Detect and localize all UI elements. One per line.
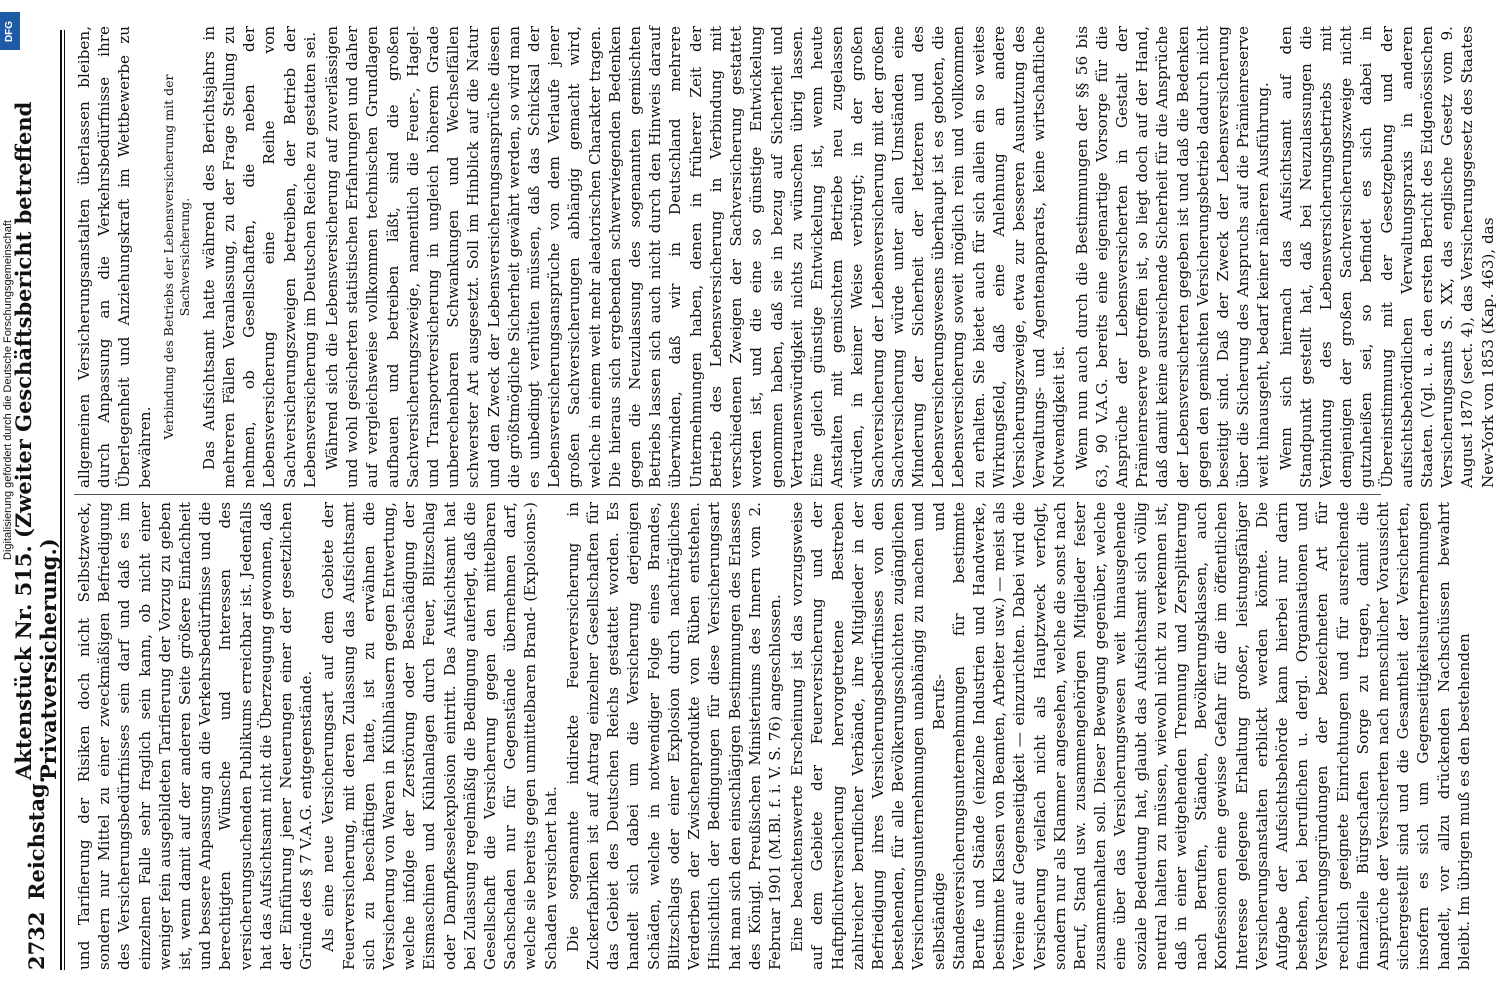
right-paragraph: Wenn nun auch durch die Bestimmungen der §§ 56 bis 63, 90 V.A.G. bereits eine eigenartige Vorsorge für die Ansprüche der Lebensversicherten in Gestalt der Prämienreserve getroffen ist, so liegt doch auf der Hand, daß damit keine ausreichende Sicherheit für die Ansprüche der Lebensversicherten gegeben ist und daß die Bedenken gegen den gemischten Versicherungsbetrieb dadurch nicht beseitigt sind. Daß der Zweck der Lebensversicherung über die Sicherung des Anspruchs auf die Prämienreserve weit hinausgeht, bedarf keiner näheren Ausführung. xyxy=(1072,26,1273,488)
dfg-logo-text: DFG xyxy=(4,20,16,42)
right-column xyxy=(74,26,1497,488)
page-number: 2732 xyxy=(23,911,49,970)
digitization-credit: Digitalisierung gefördert durch die Deutsche Forschungsgemeinschaft xyxy=(2,220,14,560)
right-paragraph: allgemeinen Versicherungsanstalten überlassen bleiben, durch Anpassung an die Verkehrsbedürfnisse ihre Überlegenheit und Anziehungskraft im Wettbewerbe zu bewähren. xyxy=(75,26,154,488)
right-paragraph: Das Aufsichtsamt hatte während des Berichtsjahrs in mehreren Fällen Veranlassung, zu der Frage Stellung zu nehmen, ob Gesellschaften, die neben der Lebensversicherung eine Reihe von Sachversicherungszweigen betreiben, der Betrieb der Lebensversicherung im Deutschen Reiche zu gestatten sei. xyxy=(199,26,319,488)
right-paragraph: Während sich die Lebensversicherung auf zuverlässigen und wohl gesicherten statistischen Erfahrungen und daher auf vergleichsweise vollkommen technischen Grundlagen aufbauen und betreiben läßt, sind die großen Sachversicherungszweige, namentlich die Feuer-, Hagel- und Transportversicherung in ungleich höherem Grade unberechenbaren Schwankungen und Wechselfällen schwerster Art ausgesetzt. Soll im Hinblick auf die Natur und den Zweck der Lebensversicherungsansprüche diesen die größtmögliche Sicherheit gewährt werden, so wird man es unbedingt verhüten müssen, daß das Schicksal der Lebensversicherungsansprüche von dem Verlaufe jener großen Sachversicherungen abhängig gemacht wird, welche in einem weit mehr aleatorischen Charakter tragen. Die hieraus sich ergebenden schwerwiegenden Bedenken gegen die Neuzulassung des sogenannten gemischten Betriebs lassen sich auch nicht durch den Hinweis darauf überwinden, daß wir in Deutschland mehrere Unternehmungen haben, denen in früherer Zeit der Betrieb des Lebensversicherung in Verbindung mit verschiedenen Zweigen der Sachversicherung gestattet worden ist, und die eine so günstige Entwickelung genommen haben, daß sie in bezug auf Sicherheit und Vertrauenswürdigkeit nichts zu wünschen übrig lassen. Eine gleich günstige Entwickelung ist, wenn heute Anstalten mit gemischtem Betriebe neu zugelassen würden, in keiner Weise verbürgt; in der großen Sachversicherung der Lebensversicherung mit der großen Sachversicherung würde unter allen Umständen eine Minderung der Sicherheit der letzteren und des Lebensversicherungswesens überhaupt ist es geboten, die Lebensversicherung soweit möglich rein und vollkommen zu erhalten. Sie bietet auch für sich allein ein so weites Wirkungsfeld, daß eine Anlehnung an andere Versicherungszweige, etwa zur besseren Ausnutzung des Verwaltungs- und Agentenapparats, keine wirtschaftliche Notwendigkeit ist. xyxy=(323,26,1069,488)
left-paragraph: Als eine neue Versicherungsart auf dem Gebiete der Feuerversicherung, mit deren Zulassung das Aufsichtsamt sich zu beschäftigen hatte, ist zu erwähnen die Versicherung von Waren in Kühlhäusern gegen Entwertung, welche infolge der Zerstörung oder Beschädigung der Eismaschinen und Kühlanlagen durch Feuer, Blitzschlag oder Dampfkesselexplosion eintritt. Das Aufsichtsamt hat bei Zulassung regelmäßig die Bedingung auferlegt, daß die Gesellschaft die Versicherung gegen den mittelbaren Sachschaden nur für Gegenstände übernehmen darf, welche sie bereits gegen unmittelbaren Brand- (Explosions-) Schaden versichert hat. xyxy=(319,502,560,970)
column-separator xyxy=(74,494,1381,495)
left-column xyxy=(74,502,1473,970)
document-title: Aktenstück Nr. 515. (Zweiter Geschäftsbericht betreffend Privatversicherung.) xyxy=(11,101,61,780)
chamber-name: Reichstag. xyxy=(23,776,49,900)
left-paragraph: Die sogenannte indirekte Feuerversicherung in Zuckerfabriken ist auf Antrag einzelner Gesellschaften für das Gebiet des Deutschen Reichs gestattet worden. Es handelt sich dabei um die Versicherung derjenigen Schäden, welche in notwendiger Folge eines Brandes, Blitzschlags oder einer Explosion durch nachträgliches Verderben der Zwischenprodukte von Rüben entstehen. Hinsichtlich der Bedingungen für diese Versicherungsart hat man sich den einschlägigen Bestimmungen des Erlasses des Königl. Preußischen Ministeriums des Innern vom 2. Februar 1901 (M.Bl. f. i. V. S. 76) angeschlossen. xyxy=(563,502,784,970)
dfg-logo xyxy=(0,12,20,50)
side-heading: Verbindung des Betriebs der Lebensversicherung mit der Sachversicherung. xyxy=(160,74,192,440)
digitization-sidebar xyxy=(0,0,24,1000)
left-paragraph: und Tarifierung der Risiken doch nicht Selbstzweck, sondern nur Mittel zu einer zweckmäßigen Befriedigung des Versicherungsbedürfnisses sein darf und daß es im einzelnen Falle sehr fraglich sein kann, ob nicht einer weniger fein ausgebildeten Tarifierung der Vorzug zu geben ist, wenn damit auf der anderen Seite größere Einfachheit und bessere Anpassung an die Verkehrsbedürfnisse und die berechtigten Wünsche und Interessen des versicherungsuchenden Publikums erreichbar ist. Jedenfalls hat das Aufsichtsamt nicht die Überzeugung gewonnen, daß der Einführung jener Neuerungen einer der gesetzlichen Gründe des § 7 V.A.G. entgegenstände. xyxy=(75,502,316,970)
left-paragraph: Eine beachtenswerte Erscheinung ist das vorzugsweise auf dem Gebiete der Feuerversicherung und der Haftpflichtversicherung hervorgetretene Bestreben zahlreicher beruflicher Verbände, ihre Mitglieder in der Befriedigung ihres Versicherungsbedürfnisses von den bestehenden, für alle Bevölkerungsschichten zugänglichen Versicherungsunternehmungen unabhängig zu machen und selbständige Berufs- und Standesversicherungsunternehmungen für bestimmte Berufe und Stände (einzelne Industrien und Handwerke, bestimmte Klassen von Beamten, Arbeiter usw.) — meist als Vereine auf Gegenseitigkeit — einzurichten. Dabei wird die Versicherung vielfach nicht als Hauptzweck verfolgt, sondern nur als Klammer angesehen, welche die sonst nach Beruf, Stand usw. zusammengehörigen Mitglieder fester zusammenhalten soll. Dieser Bewegung gegenüber, welche eine über das Versicherungswesen weit hinausgehende soziale Bedeutung hat, glaubt das Aufsichtsamt sich völlig neutral halten zu müssen, wiewohl nicht zu verkennen ist, daß in einer weitgehenden Trennung und Zersplitterung nach Berufen, Ständen, Bevölkerungsklassen, auch Konfessionen eine gewisse Gefahr für die im öffentlichen Interesse gelegene Erhaltung großer, leistungsfähiger Versicherungsanstalten erblickt werden könnte. Die Aufgabe der Aufsichtsbehörde kann hierbei nur darin bestehen, bei beruflichen u. dergl. Organisationen und Versicherungsgründungen der bezeichneten Art für rechtlich geeignete Einrichtungen und für ausreichende finanzielle Bürgschaften Sorge zu tragen, damit die Ansprüche der Versicherten nach menschlicher Voraussicht sichergestellt sind und die Gesamtheit der Versicherten, insofern es sich um Gegenseitigkeitsunternehmungen handelt, vor allzu drückenden Nachschüssen bewahrt bleibt. Im übrigen muß es den bestehenden xyxy=(788,502,1473,970)
right-paragraph: Wenn sich hiernach das Aufsichtsamt auf den Standpunkt gestellt hat, daß bei Neuzulassungen die Verbindung des Lebensversicherungsbetriebs mit demjenigen der großen Sachversicherungszweige nicht gutzuheißen sei, so befindet es sich dabei in Übereinstimmung mit der Gesetzgebung und der aufsichtsbehördlichen Verwaltungspraxis in anderen Staaten. (Vgl. u. a. den ersten Bericht des Eidgenössischen Versicherungsamts S. XX, das englische Gesetz vom 9. August 1870 (sect. 4), das Versicherungsgesetz des Staates New-York von 1853 (Kap. 463), das xyxy=(1276,26,1497,488)
header-divider xyxy=(64,30,65,970)
